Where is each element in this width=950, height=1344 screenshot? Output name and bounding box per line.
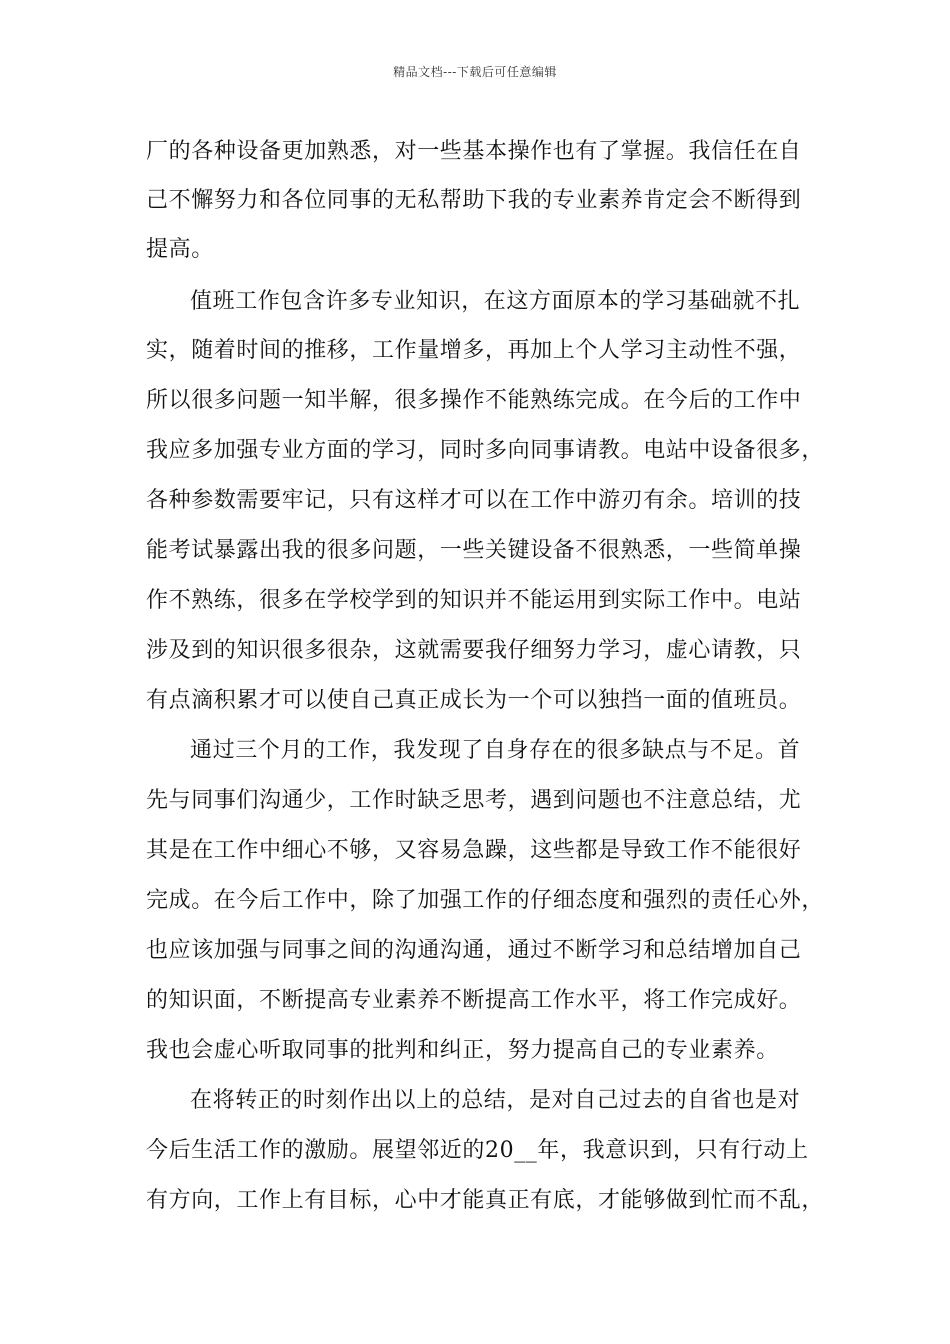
- paragraph-2-line-9: 有点滴积累才可以使自己真正成长为一个可以独挡一面的值班员。: [146, 688, 802, 713]
- paragraph-2-line-8: 涉及到的知识很多很杂，这就需要我仔细努力学习，虚心请教，只: [146, 638, 802, 663]
- paragraph-1-line-1: 厂的各种设备更加熟悉，对一些基本操作也有了掌握。我信任在自: [146, 139, 802, 164]
- page-header: 精品文档---下载后可任意编辑: [393, 65, 557, 79]
- paragraph-2-line-4: 我应多加强专业方面的学习，同时多向同事请教。电站中设备很多，: [146, 438, 825, 463]
- paragraph-2-line-1: 值班工作包含许多专业知识，在这方面原本的学习基础就不扎: [190, 289, 801, 314]
- paragraph-1-line-2: 己不懈努力和各位同事的无私帮助下我的专业素养肯定会不断得到: [146, 188, 802, 213]
- paragraph-2-line-5: 各种参数需要牢记，只有这样才可以在工作中游刃有余。培训的技: [146, 488, 802, 513]
- paragraph-3-line-2: 先与同事们沟通少，工作时缺乏思考，遇到问题也不注意总结，尤: [146, 788, 802, 813]
- paragraph-3-line-3: 其是在工作中细心不够，又容易急躁，这些都是导致工作不能很好: [146, 838, 802, 863]
- paragraph-3-line-7: 我也会虚心听取同事的批判和纠正，努力提高自己的专业素养。: [146, 1038, 779, 1063]
- paragraph-3-line-5: 也应该加强与同事之间的沟通沟通，通过不断学习和总结增加自己: [146, 938, 802, 963]
- paragraph-2-line-6: 能考试暴露出我的很多问题，一些关键设备不很熟悉，一些简单操: [146, 538, 802, 563]
- paragraph-2-line-7: 作不熟练，很多在学校学到的知识并不能运用到实际工作中。电站: [146, 588, 802, 613]
- paragraph-2-line-3: 所以很多问题一知半解，很多操作不能熟练完成。在今后的工作中: [146, 388, 802, 413]
- paragraph-1-line-3: 提高。: [146, 237, 214, 262]
- paragraph-4-line-2: 今后生活工作的激励。展望邻近的20__年，我意识到，只有行动上: [146, 1138, 809, 1163]
- paragraph-3-line-1: 通过三个月的工作，我发现了自身存在的很多缺点与不足。首: [190, 738, 801, 763]
- paragraph-3-line-4: 完成。在今后工作中，除了加强工作的仔细态度和强烈的责任心外，: [146, 888, 825, 913]
- paragraph-4-line-1: 在将转正的时刻作出以上的总结，是对自己过去的自省也是对: [190, 1088, 801, 1113]
- paragraph-2-line-2: 实，随着时间的推移，工作量增多，再加上个人学习主动性不强，: [146, 338, 802, 363]
- paragraph-4-line-3: 有方向，工作上有目标，心中才能真正有底，才能够做到忙而不乱，: [146, 1188, 825, 1213]
- paragraph-3-line-6: 的知识面，不断提高专业素养不断提高工作水平，将工作完成好。: [146, 988, 802, 1013]
